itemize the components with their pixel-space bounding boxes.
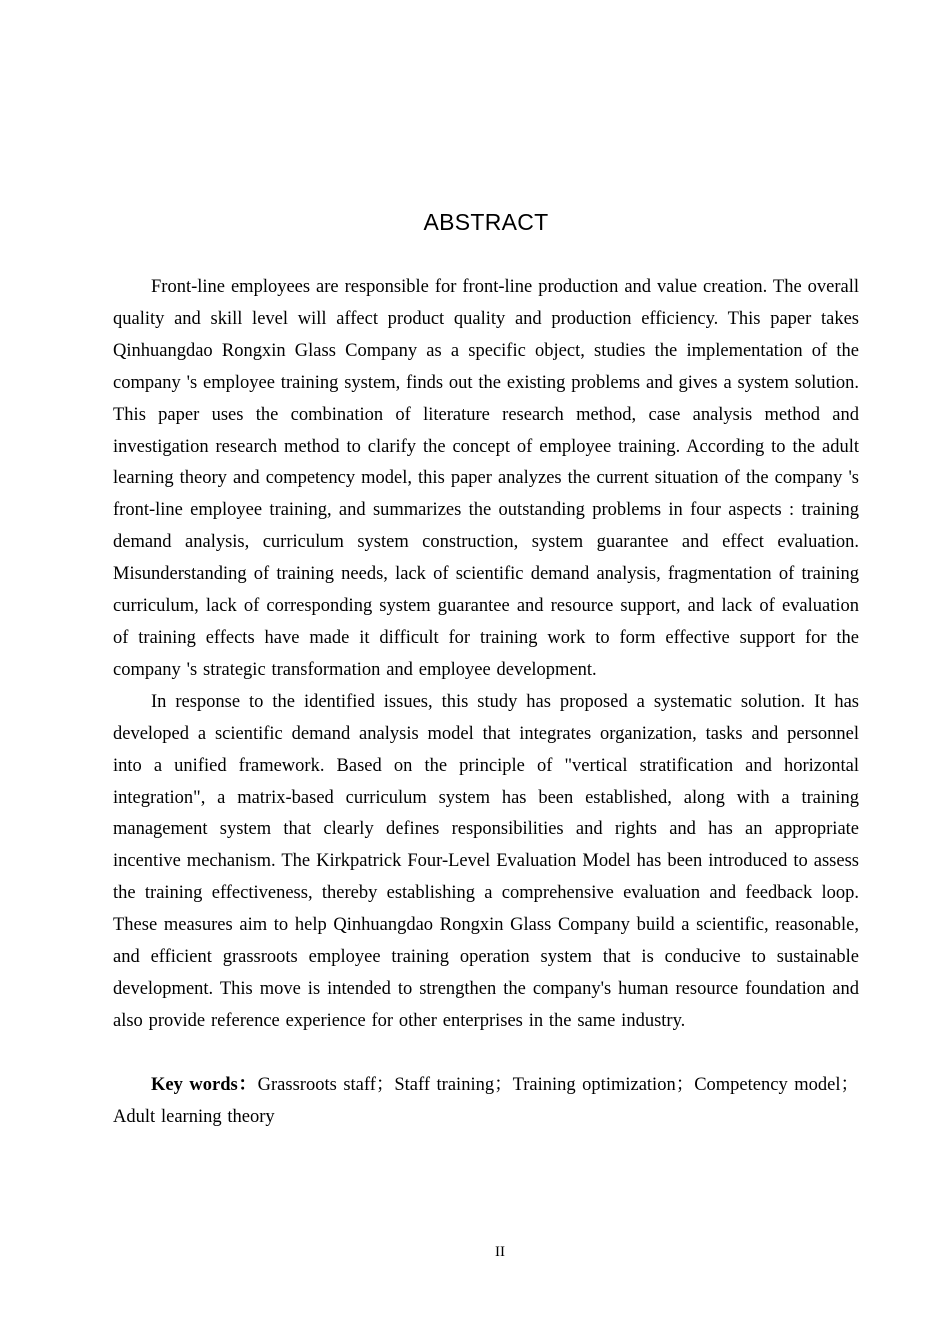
abstract-paragraph-1: Front-line employees are responsible for front-line production and value creation. The overall quality and skill level will affect product quality and production efficiency. This paper takes Qinhuangdao Rongxin Glass Company as a specific object, studies the implementation of the company 's employee training system, finds out the existing problems and gives a system solution. This paper uses the combination of literature research method, case analysis method and investigation research method to clarify the concept of employee training. According to the adult learning theory and competency model, this paper analyzes the current situation of the company 's front-line employee training, and summarizes the outstanding problems in four aspects : training demand analysis, curriculum system construction, system guarantee and effect evaluation. Misunderstanding of training needs, lack of scientific demand analysis, fragmentation of training curriculum, lack of corresponding system guarantee and resource support, and lack of evaluation of training effects have made it difficult for training work to form effective support for the company 's strategic transformation and employee development. — [113, 277, 859, 680]
keywords-label: Key words： — [151, 1074, 258, 1095]
keywords-text: Grassroots staff；Staff training；Training optimization；Competency model；Adult learning theory — [113, 1074, 859, 1127]
abstract-paragraph-2: In response to the identified issues, this study has proposed a systematic solution. It has developed a scientific demand analysis model that integrates organization, tasks and personnel into a unified framework. Based on the principle of "vertical stratification and horizontal integration", a matrix-based curriculum system has been established, along with a training management system that clearly defines responsibilities and rights and has an appropriate incentive mechanism. The Kirkpatrick Four-Level Evaluation Model has been introduced to assess the training effectiveness, thereby establishing a comprehensive evaluation and feedback loop. These measures aim to help Qinhuangdao Rongxin Glass Company build a scientific, reasonable, and efficient grassroots employee training operation system that is conducive to sustainable development. This move is intended to strengthen the company's human resource foundation and also provide reference experience for other enterprises in the same industry. — [113, 691, 859, 1031]
abstract-title: ABSTRACT — [423, 209, 549, 235]
abstract-body — [113, 272, 859, 1134]
page-number: II — [495, 1244, 505, 1260]
keywords-line — [113, 1070, 859, 1134]
